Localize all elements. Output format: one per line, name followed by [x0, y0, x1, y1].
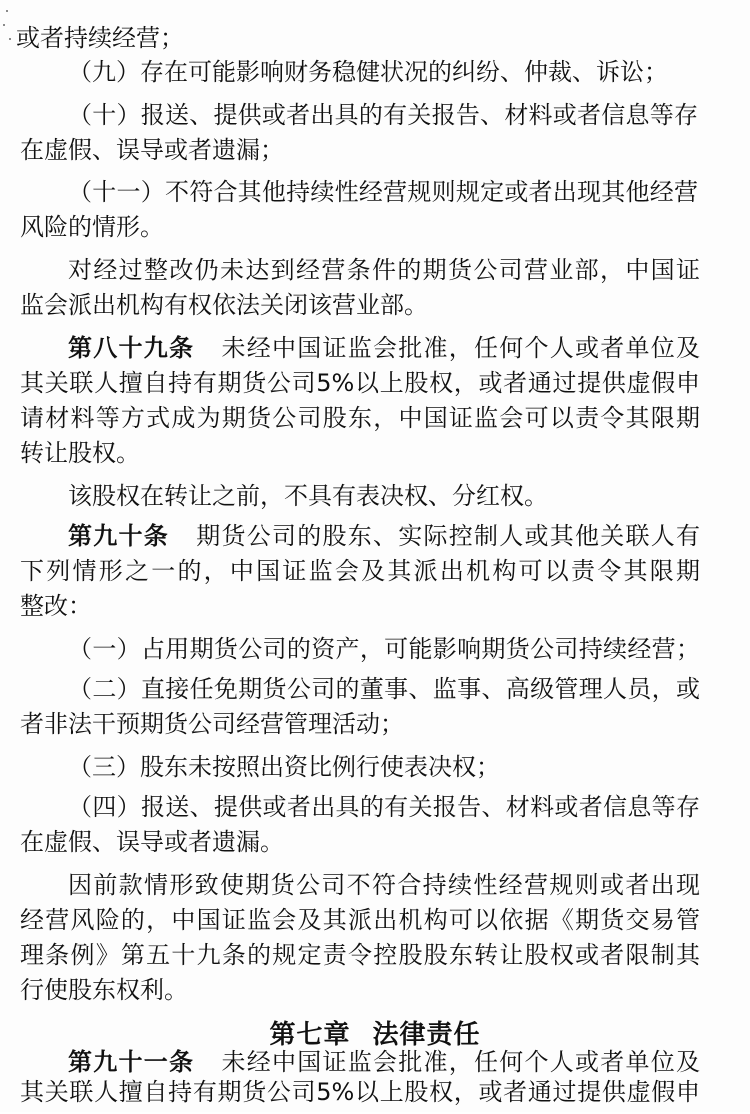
text-line: 因前款情形致使期货公司不符合持续性经营规则或者出现 — [68, 871, 700, 899]
text-line: 行使股东权利。 — [20, 976, 188, 1004]
text-line: 或者持续经营； — [16, 24, 184, 52]
text-line: 其关联人擅自持有期货公司5%以上股权，或者通过提供虚假申 — [20, 369, 700, 397]
article-number: 第八十九条 — [68, 334, 195, 362]
text-line: 在虚假、误导或者遗漏； — [20, 136, 284, 164]
text-line: （十）报送、提供或者出具的有关报告、材料或者信息等存 — [68, 101, 698, 129]
article-91-line: 第九十一条 未经中国证监会批准，任何个人或者单位及 — [68, 1048, 700, 1076]
text-line: （九）存在可能影响财务稳健状况的纠纷、仲裁、诉讼； — [68, 58, 668, 86]
text-line: 请材料等方式成为期货公司股东，中国证监会可以责令其限期 — [20, 404, 700, 432]
text-line: 在虚假、误导或者遗漏。 — [20, 828, 284, 856]
text-line: 转让股权。 — [20, 439, 140, 467]
text-line: （十一）不符合其他持续性经营规则规定或者出现其他经营 — [68, 178, 698, 206]
text-line: （四）报送、提供或者出具的有关报告、材料或者信息等存 — [68, 793, 700, 821]
text-line: 理条例》第五十九条的规定责令控股股东转让股权或者限制其 — [20, 941, 700, 969]
article-89-line: 第八十九条 未经中国证监会批准，任何个人或者单位及 — [68, 334, 700, 362]
text-line: 整改： — [20, 592, 92, 620]
chapter-title: 法律责任 — [372, 1020, 481, 1050]
article-number: 第九十一条 — [68, 1048, 195, 1076]
text-line: 下列情形之一的，中国证监会及其派出机构可以责令其限期 — [20, 557, 700, 585]
text-line: 监会派出机构有权依法关闭该营业部。 — [20, 291, 428, 319]
text-line: （三）股东未按照出资比例行使表决权； — [68, 753, 500, 781]
chapter-number: 第七章 — [269, 1020, 351, 1050]
scan-speck — [3, 24, 5, 26]
text-line: 该股权在转让之前，不具有表决权、分红权。 — [68, 482, 548, 510]
scan-speck — [9, 38, 11, 40]
text-line: 风险的情形。 — [20, 213, 164, 241]
text-line: 经营风险的，中国证监会及其派出机构可以依据《期货交易管 — [20, 906, 700, 934]
text-line: 者非法干预期货公司经营管理活动； — [20, 710, 404, 738]
article-number: 第九十条 — [68, 522, 169, 550]
text-line: （一）占用期货公司的资产，可能影响期货公司持续经营； — [68, 635, 700, 663]
scan-speck — [6, 10, 8, 12]
text-line: 对经过整改仍未达到经营条件的期货公司营业部，中国证 — [68, 256, 700, 284]
text-line: 其关联人擅自持有期货公司5%以上股权，或者通过提供虚假申 — [20, 1078, 700, 1106]
article-90-line: 第九十条 期货公司的股东、实际控制人或其他关联人有 — [68, 522, 700, 550]
text-line: （二）直接任免期货公司的董事、监事、高级管理人员，或 — [68, 675, 700, 703]
